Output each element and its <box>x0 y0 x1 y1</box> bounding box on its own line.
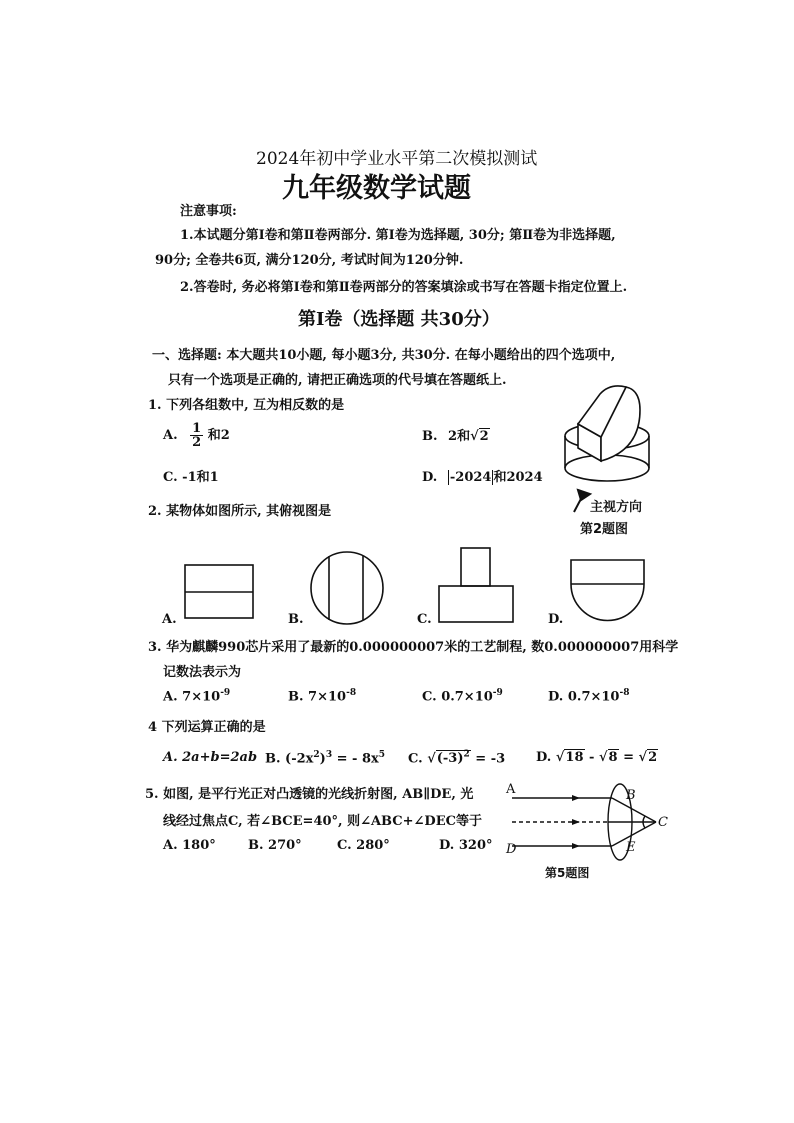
q3-d-value: 0.7×10 <box>567 689 620 705</box>
q5-option-d: D. 320° <box>439 838 493 853</box>
q5-option-c: C. 280° <box>337 838 390 853</box>
q4-d-equals: = <box>623 750 635 765</box>
q4-d-label: D. <box>536 750 552 765</box>
q5-arrowheads <box>572 795 580 849</box>
q5-label-c: C <box>658 815 668 830</box>
q4-b-result: = - 8x <box>336 751 379 767</box>
q4-c-result: = -3 <box>475 751 506 767</box>
q3-c-exponent: -9 <box>492 688 503 698</box>
q5-option-a: A. 180° <box>163 838 216 853</box>
q1-b-head: 2和 <box>448 429 471 444</box>
q2-figure-caption: 第2题图 <box>580 522 629 537</box>
q1-a-denominator: 2 <box>192 435 202 450</box>
section1-title: 第Ⅰ卷（选择题 共30分） <box>298 309 500 330</box>
q4-option-b <box>265 750 385 766</box>
q3-b-exponent: -8 <box>346 688 357 698</box>
q4-d-minus: - <box>589 750 595 765</box>
q1-option-b <box>422 425 490 444</box>
q1-d-abs-value: -2024 <box>449 470 492 485</box>
q3-b-label: B. <box>288 689 304 705</box>
q3-b-value: 7×10 <box>308 689 347 705</box>
q4-c-exponent: 2 <box>463 750 470 760</box>
q2-option-a-figure <box>185 565 253 618</box>
q1-a-tail: 和2 <box>207 428 230 443</box>
q1-a-numerator: 1 <box>192 421 202 436</box>
q4-b-close: ) <box>319 751 326 767</box>
notice-item1-line1: 1.本试题分第Ⅰ卷和第Ⅱ卷两部分. 第Ⅰ卷为选择题, 30分; 第Ⅱ卷为非选择题, <box>180 228 616 243</box>
q3-c-value: 0.7×10 <box>441 689 493 705</box>
q1-option-d <box>422 466 543 485</box>
q4-d-radical-sign-1: √ <box>555 750 565 765</box>
q5-stem-line1: 5. 如图, 是平行光正对凸透镜的光线折射图, AB∥DE, 光 <box>145 787 474 802</box>
q4-c-radicand-value: (-3) <box>436 751 464 767</box>
q2-option-a-label: A. <box>162 612 177 627</box>
notice-item2: 2.答卷时, 务必将第Ⅰ卷和第Ⅱ卷两部分的答案填涂或书写在答题卡指定位置上. <box>180 280 628 295</box>
q3-option-d <box>548 688 629 704</box>
q1-b-label: B. <box>422 429 438 444</box>
q1-a-fraction <box>190 422 203 449</box>
q1-stem: 1. 下列各组数中, 互为相反数的是 <box>148 398 345 413</box>
q3-d-label: D. <box>548 689 564 705</box>
q1-d-tail: 和2024 <box>493 470 543 485</box>
q4-d-radicand-2: 8 <box>608 750 618 765</box>
q2-option-d-figure <box>571 560 644 621</box>
q2-prism <box>578 386 640 461</box>
q4-stem: 4 下列运算正确的是 <box>148 720 266 735</box>
q2-cylinder-bottom <box>565 455 649 481</box>
q5-label-d: D <box>506 842 517 857</box>
q4-d-radical-sign-3: √ <box>638 750 648 765</box>
q3-c-label: C. <box>422 689 437 705</box>
q5-label-e: E <box>626 840 636 855</box>
q2-option-c-label: C. <box>417 612 432 627</box>
notice-item1-line2: 90分; 全卷共6页, 满分120分, 考试时间为120分钟. <box>155 253 464 268</box>
q4-b-base: (-2x <box>285 751 314 767</box>
q2-option-c-figure <box>439 548 513 622</box>
q5-label-a: A <box>506 782 516 797</box>
q4-d-radical-sign-2: √ <box>598 750 608 765</box>
q3-a-value: 7×10 <box>182 689 221 705</box>
section1-instruction-line2: 只有一个选项是正确的, 请把正确选项的代号填在答题纸上. <box>168 373 507 388</box>
q4-c-radicand <box>436 750 471 766</box>
q5-figure-caption: 第5题图 <box>545 866 590 880</box>
q3-d-exponent: -8 <box>619 688 630 698</box>
q5-label-b: B <box>626 788 636 803</box>
q4-c-radical-sign: √ <box>427 751 436 767</box>
q3-option-b <box>288 688 356 704</box>
q4-option-c <box>408 750 505 766</box>
q4-b-exp2: 3 <box>325 750 333 760</box>
q2-cylinder-top <box>565 423 649 449</box>
q4-option-a: A. 2a+b=2ab <box>163 750 258 765</box>
q4-option-d <box>536 750 658 765</box>
subject-title: 九年级数学试题 <box>282 173 471 204</box>
q1-d-abs <box>448 470 494 485</box>
q5-option-b: B. 270° <box>248 838 302 853</box>
q4-d-radicand-3: 2 <box>648 750 658 765</box>
q1-b-radical-sign: √ <box>470 429 479 444</box>
q4-c-label: C. <box>408 751 423 767</box>
q5-stem-line2: 线经过焦点C, 若∠BCE=40°, 则∠ABC+∠DEC等于 <box>163 814 482 829</box>
section1-instruction-line1: 一、选择题: 本大题共10小题, 每小题3分, 共30分. 在每小题给出的四个选项中, <box>152 348 616 363</box>
q1-b-radicand: 2 <box>479 429 489 444</box>
q5-angle-mark <box>643 816 645 828</box>
q4-d-radicand-1: 18 <box>565 750 584 765</box>
q3-option-c <box>422 688 503 704</box>
q2-option-d-label: D. <box>548 612 564 627</box>
q1-a-label: A. <box>163 428 178 443</box>
q1-option-a <box>163 422 230 449</box>
q4-b-exp3: 5 <box>378 750 386 760</box>
q3-option-a <box>163 688 230 704</box>
q3-a-exponent: -9 <box>220 688 231 698</box>
q3-a-label: A. <box>163 689 178 705</box>
q3-stem-line1: 3. 华为麒麟990芯片采用了最新的0.000000007米的工艺制程, 数0.000000007用科学 <box>148 640 679 655</box>
exam-title: 2024年初中学业水平第二次模拟测试 <box>256 149 538 169</box>
q2-stem: 2. 某物体如图所示, 其俯视图是 <box>148 504 332 519</box>
q2-option-b-figure <box>311 552 383 624</box>
q2-cylinder <box>565 423 649 481</box>
q1-d-label: D. <box>422 470 438 485</box>
q3-stem-line2: 记数法表示为 <box>163 665 242 680</box>
q2-direction-label: 主视方向 <box>590 500 643 515</box>
q1-option-c: C. -1和1 <box>163 470 219 485</box>
q4-b-label: B. <box>265 751 281 767</box>
q2-option-b-label: B. <box>288 612 304 627</box>
q2-direction-arrow <box>574 490 590 512</box>
q4-b-exp1: 2 <box>313 750 320 760</box>
notice-heading: 注意事项: <box>180 204 237 219</box>
